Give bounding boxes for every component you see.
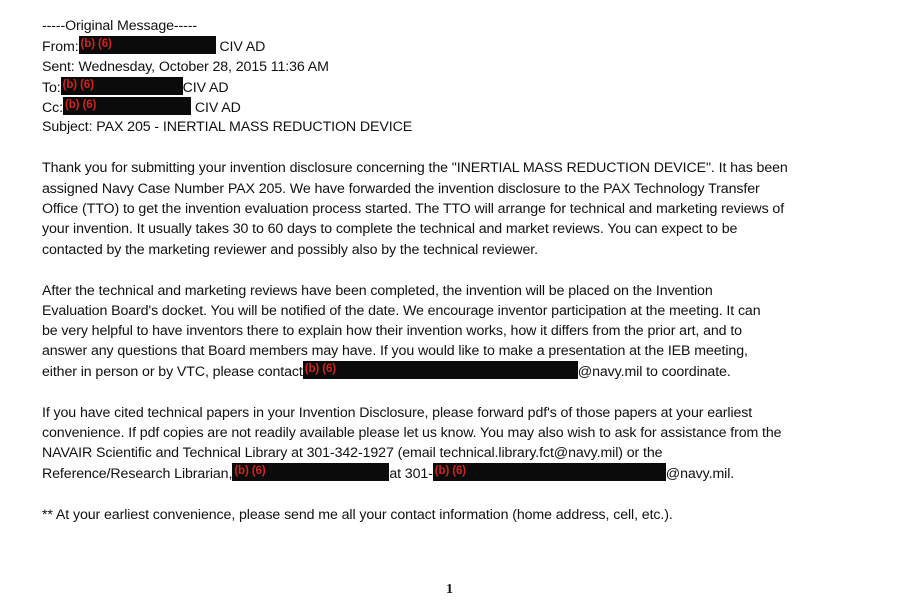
- cc-redaction: (b) (6): [63, 97, 191, 115]
- paragraph-2-last-line: [42, 361, 731, 381]
- subject-line: Subject: PAX 205 - INERTIAL MASS REDUCTION DEVICE: [42, 119, 413, 135]
- paragraph-3-line: convenience. If pdf copies are not readily available please let us know. You may also wish to ask for assistance from the: [42, 425, 782, 441]
- librarian-phone-redaction: (b) (6): [433, 463, 666, 481]
- to-redaction: (b) (6): [61, 77, 183, 95]
- paragraph-1-line: contacted by the marketing reviewer and possibly also by the technical reviewer.: [42, 242, 538, 258]
- from-label: From:: [42, 39, 79, 55]
- to-line: [42, 77, 229, 97]
- paragraph-3-line: NAVAIR Scientific and Technical Library at 301-342-1927 (email technical.library.fct@navy.mil) or the: [42, 445, 663, 461]
- paragraph-3-last-line: [42, 463, 734, 483]
- contact-info-note: ** At your earliest convenience, please send me all your contact information (home address, cell, etc.).: [42, 507, 673, 523]
- paragraph-2-last-suffix: @navy.mil to coordinate.: [577, 364, 731, 380]
- paragraph-2-line: be very helpful to have inventors there to explain how their invention works, how it differs from the prior art, and to: [42, 323, 742, 339]
- original-message-header: -----Original Message-----: [42, 18, 198, 34]
- paragraph-1-line: assigned Navy Case Number PAX 205. We have forwarded the invention disclosure to the PAX Technology Transfer: [42, 181, 760, 197]
- from-suffix: CIV AD: [219, 39, 266, 55]
- to-suffix: CIV AD: [182, 80, 229, 96]
- page-number: 1: [446, 582, 453, 597]
- paragraph-2-last-prefix: either in person or by VTC, please contact: [42, 364, 303, 380]
- paragraph-2-line: Evaluation Board's docket. You will be notified of the date. We encourage inventor participation at the meeting. It can: [42, 303, 761, 319]
- contact-redaction: (b) (6): [303, 361, 578, 379]
- paragraph-2-line: After the technical and marketing reviews have been completed, the invention will be placed on the Invention: [42, 283, 713, 299]
- cc-line: [42, 97, 241, 117]
- sent-line: Sent: Wednesday, October 28, 2015 11:36 AM: [42, 59, 329, 75]
- paragraph-3-last-suffix: @navy.mil.: [665, 466, 735, 482]
- paragraph-2-line: answer any questions that Board members may have. If you would like to make a presentation at the IEB meeting,: [42, 343, 748, 359]
- from-line: [42, 36, 265, 56]
- librarian-name-redaction: (b) (6): [232, 463, 389, 481]
- cc-suffix: CIV AD: [194, 100, 241, 116]
- to-label: To:: [42, 80, 61, 96]
- cc-label: Cc:: [42, 100, 63, 116]
- paragraph-1-line: your invention. It usually takes 30 to 60 days to complete the technical and market reviews. You can expect to be: [42, 221, 738, 237]
- paragraph-3-last-mid: at 301-: [389, 466, 433, 482]
- paragraph-3-last-prefix: Reference/Research Librarian,: [42, 466, 233, 482]
- paragraph-1-line: Office (TTO) to get the invention evaluation process started. The TTO will arrange for technical and marketing reviews of: [42, 201, 785, 217]
- paragraph-1-line: Thank you for submitting your invention disclosure concerning the "INERTIAL MASS REDUCTION DEVICE". It has been: [42, 160, 788, 176]
- paragraph-3-line: If you have cited technical papers in your Invention Disclosure, please forward pdf's of those papers at your earliest: [42, 405, 753, 421]
- from-redaction: (b) (6): [79, 36, 216, 54]
